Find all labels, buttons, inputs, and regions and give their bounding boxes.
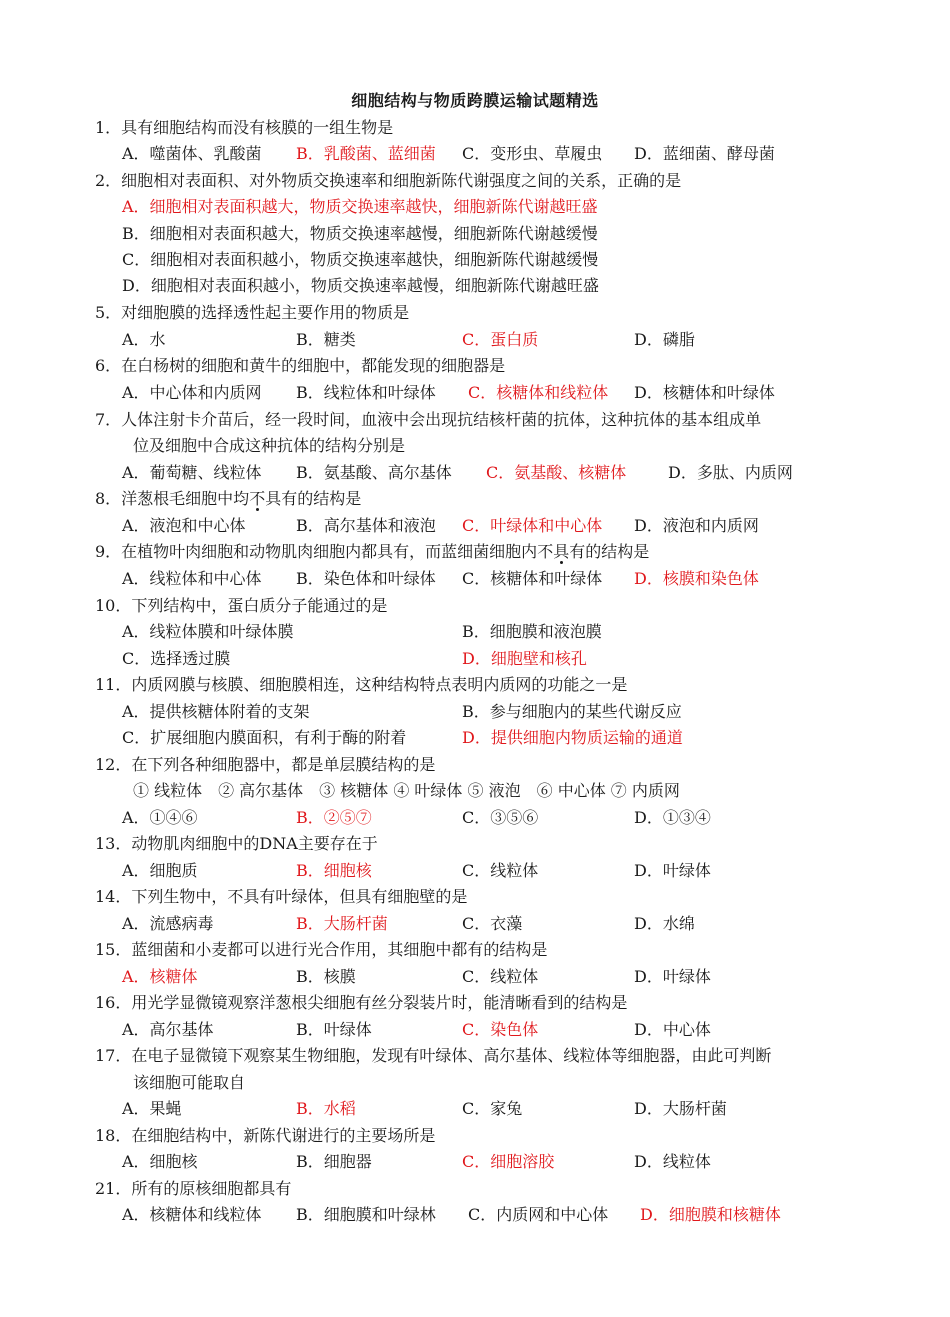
question-14-stem: 14．下列生物中，不具有叶绿体，但具有细胞壁的是 [95, 887, 468, 906]
option-a: A．液泡和中心体 [122, 516, 246, 535]
option-b-answer: B．水稻 [296, 1099, 356, 1118]
question-1-options [122, 141, 842, 167]
option-d: D．液泡和内质网 [634, 516, 759, 535]
question-2-option-c: C．细胞相对表面积越小，物质交换速率越快，细胞新陈代谢越缓慢 [122, 250, 599, 269]
option-c: C．内质网和中心体 [468, 1205, 609, 1224]
question-10-stem: 10．下列结构中，蛋白质分子能通过的是 [95, 596, 388, 615]
question-13-stem: 13．动物肌肉细胞中的DNA主要存在于 [95, 834, 378, 853]
question-7-options [122, 460, 842, 486]
question-5-options [122, 327, 842, 353]
question-7-stem-continued: 位及细胞中合成这种抗体的结构分别是 [133, 436, 406, 455]
question-9-stem [95, 539, 649, 565]
option-a: A．细胞质 [122, 861, 198, 880]
question-6-options [122, 380, 842, 406]
option-d-answer: D．提供细胞内物质运输的通道 [462, 728, 683, 747]
option-b: B．细胞膜和液泡膜 [462, 622, 602, 641]
question-21-options [122, 1202, 842, 1228]
option-d-answer: D．核膜和染色体 [634, 569, 759, 588]
option-c-answer: C．细胞溶胶 [462, 1152, 555, 1171]
option-c: C．家兔 [462, 1099, 523, 1118]
question-21-stem: 21．所有的原核细胞都具有 [95, 1179, 292, 1198]
emphasis-dotted-text: 不具有 [537, 542, 586, 561]
question-16-stem: 16．用光学显微镜观察洋葱根尖细胞有丝分裂装片时，能清晰看到的结构是 [95, 993, 628, 1012]
option-c-answer: C．蛋白质 [462, 330, 539, 349]
question-6-stem: 6．在白杨树的细胞和黄牛的细胞中，都能发现的细胞器是 [95, 356, 506, 375]
option-d: D．水绵 [634, 914, 695, 933]
option-a: A．中心体和内质网 [122, 383, 262, 402]
question-18-options [122, 1149, 842, 1175]
option-b: B．细胞膜和叶绿林 [296, 1205, 436, 1224]
option-a: A．核糖体和线粒体 [122, 1205, 262, 1224]
option-c: C．核糖体和叶绿体 [462, 569, 603, 588]
option-c: C．变形虫、草履虫 [462, 144, 603, 163]
option-c-answer: C．氨基酸、核糖体 [486, 463, 627, 482]
option-c: C．③⑤⑥ [462, 808, 539, 827]
option-a: A．①④⑥ [122, 808, 198, 827]
question-11-stem: 11．内质网膜与核膜、细胞膜相连，这种结构特点表明内质网的功能之一是 [95, 675, 628, 694]
option-b: B．叶绿体 [296, 1020, 372, 1039]
option-a-answer: A．核糖体 [122, 967, 198, 986]
question-2-option-d: D．细胞相对表面积越小，物质交换速率越慢，细胞新陈代谢越旺盛 [122, 276, 599, 295]
question-11-options-row-2 [122, 725, 842, 751]
question-15-options [122, 964, 842, 990]
stem-text: 9．在植物叶肉细胞和动物肌肉细胞内都具有，而蓝细菌细胞内 [95, 542, 538, 561]
question-8-options [122, 513, 842, 539]
option-c: C．衣藻 [462, 914, 523, 933]
question-17-stem: 17．在电子显微镜下观察某生物细胞，发现有叶绿体、高尔基体、线粒体等细胞器，由此可判断 [95, 1046, 772, 1065]
question-8-stem [95, 486, 361, 512]
question-7-stem: 7．人体注射卡介苗后，经一段时间，血液中会出现抗结核杆菌的抗体，这种抗体的基本组成单 [95, 410, 762, 429]
option-c-answer: C．核糖体和线粒体 [468, 383, 609, 402]
option-a: A．噬菌体、乳酸菌 [122, 144, 262, 163]
question-9-options [122, 566, 842, 592]
option-d: D．核糖体和叶绿体 [634, 383, 775, 402]
option-c: C．扩展细胞内膜面积，有利于酶的附着 [122, 728, 407, 747]
option-a: A．提供核糖体附着的支架 [122, 702, 310, 721]
option-b: B．糖类 [296, 330, 356, 349]
question-1-stem: 1．具有细胞结构而没有核膜的一组生物是 [95, 118, 394, 137]
option-d: D．中心体 [634, 1020, 711, 1039]
option-a: A．线粒体膜和叶绿体膜 [122, 622, 294, 641]
option-d: D．叶绿体 [634, 967, 711, 986]
question-12-items: ① 线粒体 ② 高尔基体 ③ 核糖体 ④ 叶绿体 ⑤ 液泡 ⑥ 中心体 ⑦ 内质网 [133, 781, 680, 800]
question-15-stem: 15．蓝细菌和小麦都可以进行光合作用，其细胞中都有的结构是 [95, 940, 548, 959]
question-13-options [122, 858, 842, 884]
question-2-stem: 2．细胞相对表面积、对外物质交换速率和细胞新陈代谢强度之间的关系，正确的是 [95, 171, 682, 190]
stem-text: 8．洋葱根毛细胞中均 [95, 489, 250, 508]
option-b: B．氨基酸、高尔基体 [296, 463, 452, 482]
option-b-answer: B．②⑤⑦ [296, 808, 372, 827]
question-17-stem-continued: 该细胞可能取自 [133, 1073, 246, 1092]
option-d: D．蓝细菌、酵母菌 [634, 144, 775, 163]
option-a: A．流感病毒 [122, 914, 214, 933]
option-c: C．线粒体 [462, 861, 539, 880]
option-c: C．选择透过膜 [122, 649, 231, 668]
question-18-stem: 18．在细胞结构中，新陈代谢进行的主要场所是 [95, 1126, 436, 1145]
question-14-options [122, 911, 842, 937]
option-a: A．葡萄糖、线粒体 [122, 463, 262, 482]
option-d: D．磷脂 [634, 330, 695, 349]
option-a: A．线粒体和中心体 [122, 569, 262, 588]
question-17-options [122, 1096, 842, 1122]
option-b-answer: B．乳酸菌、蓝细菌 [296, 144, 436, 163]
option-b: B．细胞器 [296, 1152, 372, 1171]
document-title: 细胞结构与物质跨膜运输试题精选 [351, 91, 599, 110]
option-d: D．多肽、内质网 [668, 463, 793, 482]
option-c-answer: C．叶绿体和中心体 [462, 516, 603, 535]
option-a: A．果蝇 [122, 1099, 182, 1118]
question-2-option-a-answer: A．细胞相对表面积越大，物质交换速率越快，细胞新陈代谢越旺盛 [122, 197, 598, 216]
emphasis-dotted-text: 不 [249, 489, 266, 508]
option-b-answer: B．大肠杆菌 [296, 914, 388, 933]
option-d-answer: D．细胞壁和核孔 [462, 649, 587, 668]
option-d-answer: D．细胞膜和核糖体 [640, 1205, 781, 1224]
option-a: A．水 [122, 330, 166, 349]
option-b: B．染色体和叶绿体 [296, 569, 436, 588]
option-c: C．线粒体 [462, 967, 539, 986]
option-b-answer: B．细胞核 [296, 861, 372, 880]
question-10-options-row-1 [122, 619, 842, 645]
question-11-options-row-1 [122, 699, 842, 725]
option-a: A．高尔基体 [122, 1020, 214, 1039]
question-16-options [122, 1017, 842, 1043]
option-b: B．线粒体和叶绿体 [296, 383, 436, 402]
option-b: B．高尔基体和液泡 [296, 516, 436, 535]
question-12-options [122, 805, 842, 831]
option-d: D．叶绿体 [634, 861, 711, 880]
option-d: D．线粒体 [634, 1152, 711, 1171]
question-5-stem: 5．对细胞膜的选择透性起主要作用的物质是 [95, 303, 410, 322]
question-12-stem: 12．在下列各种细胞器中，都是单层膜结构的是 [95, 755, 436, 774]
option-b: B．核膜 [296, 967, 356, 986]
option-c-answer: C．染色体 [462, 1020, 539, 1039]
stem-text: 的结构是 [585, 542, 650, 561]
option-a: A．细胞核 [122, 1152, 198, 1171]
option-b: B．参与细胞内的某些代谢反应 [462, 702, 682, 721]
stem-text: 具有的结构是 [265, 489, 362, 508]
question-2-option-b: B．细胞相对表面积越大，物质交换速率越慢，细胞新陈代谢越缓慢 [122, 224, 598, 243]
question-10-options-row-2 [122, 646, 842, 672]
option-d: D．大肠杆菌 [634, 1099, 727, 1118]
option-d: D．①③④ [634, 808, 711, 827]
